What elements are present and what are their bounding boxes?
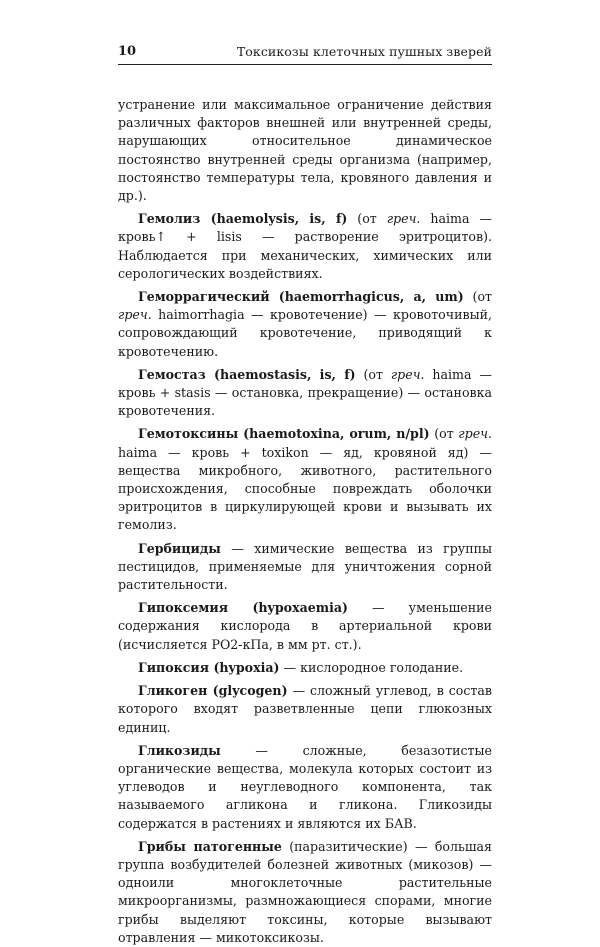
glossary-entry	[118, 659, 492, 677]
glossary-term: Гемолиз (haemolysis, is, f)	[138, 211, 348, 227]
definition-text: (от	[429, 426, 459, 442]
page-body	[118, 96, 492, 947]
glossary-term: Гемотоксины (haemotoxina, orum, n/pl)	[138, 426, 430, 442]
language-abbreviation: греч.	[118, 307, 152, 323]
definition-text: haimorrhagia — кровотечение) — кровоточивый, сопровождающий кровотечение, приводящий к кровотечению.	[118, 307, 492, 359]
glossary-entry	[118, 540, 492, 595]
glossary-term: Грибы патогенные	[138, 838, 282, 854]
language-abbreviation: греч.	[390, 366, 425, 382]
glossary-entries	[118, 210, 492, 947]
glossary-entry	[118, 288, 492, 361]
glossary-entry	[118, 210, 492, 283]
glossary-term: Гликозиды	[138, 742, 221, 758]
glossary-entry	[118, 682, 492, 737]
continuation-paragraph: устранение или максимальное ограничение действия различных факторов внешней или внутренней среды, нарушающих относительное динамическое постоянство внутренней среды организма (например, постоянство температуры тела, кровяного давления и др.).	[118, 97, 492, 204]
glossary-entry	[118, 838, 492, 947]
definition-text: — сложный углевод, в состав которого входят разветвленные цепи глюкозных единиц.	[118, 683, 492, 735]
glossary-entry	[118, 425, 492, 534]
running-title: Токсикозы клеточных пушных зверей	[236, 44, 492, 59]
definition-text: (от	[355, 366, 391, 382]
running-header	[118, 44, 492, 65]
glossary-entry	[118, 742, 492, 833]
definition-text: — сложные, безазотистые органические вещества, молекула которых состоит из углеводов и неуглеводного компонента, так называемого агликона и гликона. Гликозиды содержатся в растениях и являются их БАВ.	[118, 742, 492, 831]
glossary-term: Гипоксия (hypoxia)	[138, 659, 280, 675]
page-number: 10	[118, 44, 137, 59]
definition-text: — химические вещества из группы пестицидов, применяемые для уничтожения сорной растительности.	[118, 540, 492, 593]
definition-text: haima — кровь + toxikon — яд, кровяной яд) — вещества микробного, животного, растительного происхождения, способные повреждать оболочки эритроцитов в циркулирующей крови и вызывать их гемолиз.	[118, 444, 492, 533]
glossary-entry	[118, 366, 492, 421]
glossary-term: Гипоксемия (hypoxaemia)	[138, 600, 348, 616]
glossary-term: Геморрагический (haemorrhagicus, a, um)	[138, 289, 464, 305]
glossary-term: Гербициды	[138, 540, 221, 556]
glossary-term: Гемостаз (haemostasis, is, f)	[138, 366, 356, 382]
glossary-term: Гликоген (glycogen)	[138, 683, 288, 699]
definition-text: (паразитические) — большая группа возбудителей болезней животных (микозов) — одноили многоклеточные растительные микроорганизмы, размножающиеся спорами, многие грибы выделяют токсины, которые вызывают отравления — микотоксикозы.	[118, 838, 493, 945]
definition-text: haima — кровь↑ + lisis — растворение эритроцитов). Наблюдается при механических, химических или серологических воздействиях.	[118, 211, 492, 281]
glossary-entry	[118, 599, 492, 654]
definition-text: (от	[463, 289, 492, 305]
definition-text: — уменьшение содержания кислорода в артериальной крови (исчисляется PO2-кПа, в мм рт. ст.).	[118, 600, 492, 652]
definition-text: — кислородное голодание.	[279, 659, 464, 675]
definition-text: haima — кровь + stasis — остановка, прекращение) — остановка кровотечения.	[118, 366, 492, 419]
language-abbreviation: греч.	[386, 211, 421, 227]
definition-text: (от	[347, 211, 387, 227]
language-abbreviation: греч.	[458, 426, 492, 442]
